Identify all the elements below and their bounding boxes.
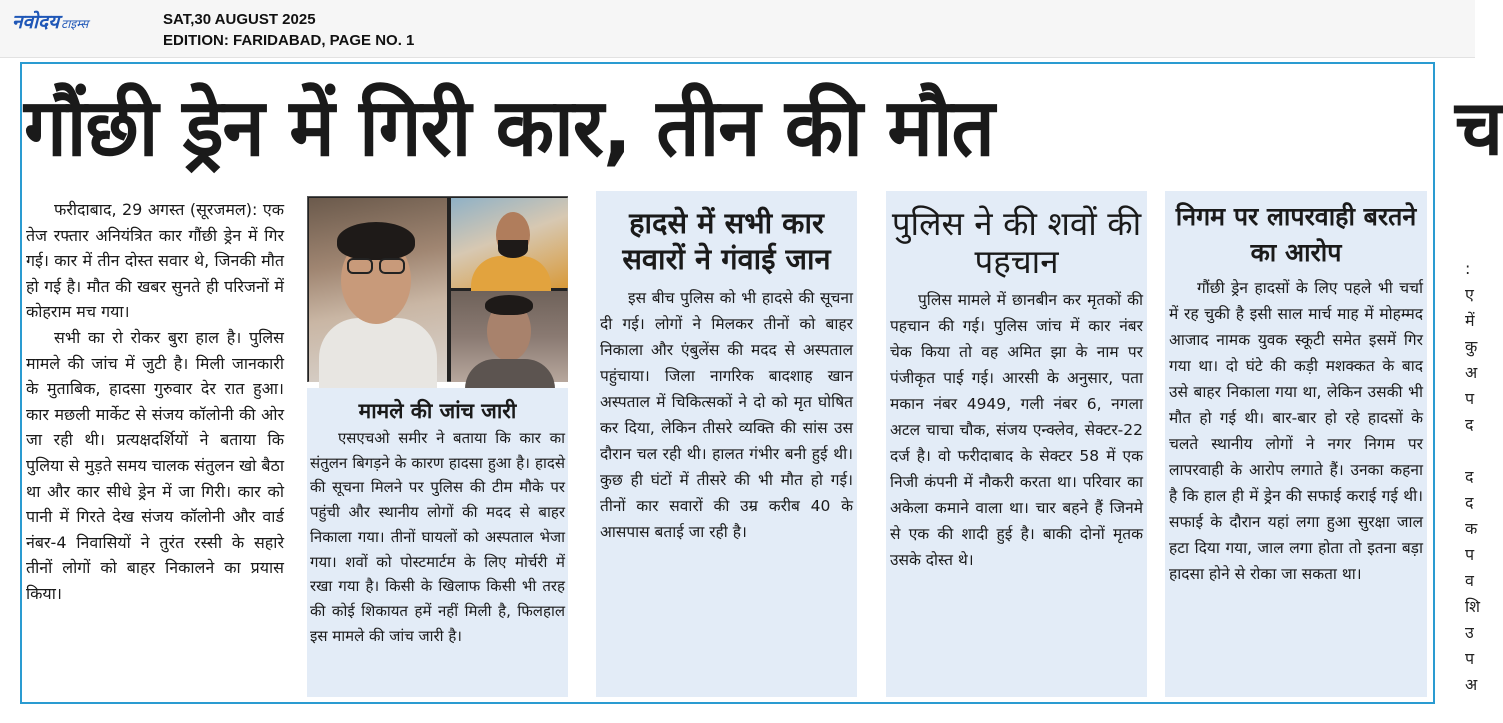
- photo-glasses-shape: [347, 258, 373, 274]
- newspaper-logo[interactable]: [12, 8, 88, 34]
- photo-beard-shape: [498, 240, 528, 258]
- section-all-died-body: [596, 277, 857, 545]
- epaper-header: [0, 0, 1475, 58]
- article-headline: गौंछी ड्रेन में गिरी कार, तीन की मौत: [24, 80, 994, 175]
- edition-info: [163, 9, 414, 51]
- victim-photo-2: [451, 198, 568, 288]
- section-negligence-body: [1165, 271, 1427, 587]
- photo-glasses-shape: [379, 258, 405, 274]
- edition-name-page: EDITION: FARIDABAD, PAGE NO. 1: [163, 32, 415, 49]
- section-negligence-title: निगम पर लापरवाही बरतने का आरोप: [1175, 202, 1417, 267]
- victim-photo-3: [451, 291, 568, 382]
- photo-shirt-shape: [465, 359, 555, 389]
- victims-photo-collage: [307, 196, 568, 382]
- photo-hair-shape: [485, 295, 533, 315]
- section-investigation-text: एसएचओ समीर ने बताया कि कार का संतुलन बिगड़ने के कारण हादसा हुआ है। हादसे की सूचना मिलने पर पुलिस की टीम मौके पर पहुंची और स्थानीय लोगों की मदद से बाहर निकाला गया। तीनों घायलों को अस्पताल भेजा गया। शवों को पोस्टमार्टम के लिए मोर्चरी में रखा गया है। किसी के खिलाफ किसी भी तरह की कोई शिकायत हमें नहीं मिली है, फिलहाल इस मामले की जांच जारी है।: [310, 429, 565, 645]
- adjacent-text-fragment: : ए में कु अ प द द द क प व शि उ प अ: [1465, 259, 1481, 694]
- lead-column: [26, 197, 284, 697]
- section-investigation: [307, 388, 568, 697]
- victim-photo-1: [309, 198, 447, 382]
- edition-date: SAT,30 AUGUST 2025: [163, 11, 316, 28]
- lead-paragraph-1: फरीदाबाद, 29 अगस्त (सूरजमल): एक तेज रफ्तार अनियंत्रित कार गौंछी ड्रेन में गिर गई। कार में तीन दोस्त सवार थे, जिनकी मौत हो गई है। मौत की खबर सुनते ही परिजनों में कोहराम मच गया।: [26, 200, 284, 322]
- lead-paragraph-2: सभी का रो रोकर बुरा हाल है। पुलिस मामले की जांच में जुटी है। मिली जानकारी के मुताबिक, हादसा गुरुवार देर रात हुआ। कार मछली मार्केट से संजय कॉलोनी की ओर जा रही थी। प्रत्यक्षदर्शियों ने बताया कि पुलिया से मुड़ते समय चालक संतुलन खो बैठा था और कार सीधे ड्रेन में जा गिरी। कार को पानी में गिरते देख संजय कॉलोनी और वार्ड नंबर-4 निवासियों ने तुरंत रस्सी के सहारे तीनों लोगों को बाहर निकालने का प्रयास किया।: [26, 327, 284, 603]
- section-identification-text: पुलिस मामले में छानबीन कर मृतकों की पहचान की गई। पुलिस जांच में कार नंबर चेक किया तो वह अमित झा के नाम पर पंजीकृत पाई गई। आरसी के अनुसार, पता मकान नंबर 4949, गली नंबर 6, नगला अटल चाचा चौक, संजय एन्क्लेव, सेक्टर-22 दर्ज है। वो फरीदाबाद के सेक्टर 58 में एक निजी कंपनी में नौकरी करता था। परिवार का अकेला कमाने वाला था। चार बहने हैं जिनमे से एक की शादी हुई है। बाकी दोनों मृतक उसके दोस्त थे।: [890, 291, 1143, 569]
- logo-main-text: नवोदय: [12, 11, 60, 33]
- adjacent-headline-fragment: च: [1455, 83, 1503, 172]
- section-investigation-title: मामले की जांच जारी: [358, 399, 517, 423]
- photo-shirt-shape: [319, 318, 437, 388]
- photo-hair-shape: [337, 222, 415, 260]
- section-all-died-text: इस बीच पुलिस को भी हादसे की सूचना दी गई। लोगों ने मिलकर तीनों को बाहर निकाला और एंबुलेंस की मदद से अस्पताल पहुंचाया। जिला नागरिक बादशाह खान अस्पताल में चिकित्सकों ने दो को मृत घोषित कर दिया, लेकिन तीसरे व्यक्ति की सांस उस दौरान चल रही थी। हालत गंभीर बनी हुई थी। कुछ ही घंटों में तीसरे की भी मौत हो गई। तीनों कार सवारों की उम्र करीब 40 के आसपास बताई जा रही है।: [600, 289, 853, 541]
- adjacent-article-fragment: [1437, 78, 1503, 694]
- section-negligence-text: गौंछी ड्रेन हादसों के लिए पहले भी चर्चा में रह चुकी है इसी साल मार्च माह में मोहम्मद आजाद नामक युवक स्कूटी समेत इसमें गिर गया था। दो घंटे की कड़ी मशक्कत के बाद उसे बाहर निकाला गया था, लेकिन उसकी भी मौत हो गई थी। बार-बार हो रहे हादसों के चलते स्थानीय लोगों ने नगर निगम पर लापरवाही के आरोप लगाते हैं। उनका कहना है कि हाल ही में ड्रेन की सफाई कराई गई थी। सफाई के दौरान यहां लगा हुआ सुरक्षा जाल हटा दिया गया, जाल लगा होता तो इतना बड़ा हादसा होने से रोका जा सकता था।: [1169, 279, 1423, 583]
- section-identification: [886, 191, 1147, 697]
- logo-sub-text: टाइम्स: [61, 17, 89, 31]
- section-identification-body: [886, 281, 1147, 573]
- section-identification-title: पुलिस ने की शवों की पहचान: [891, 204, 1142, 281]
- section-all-died: [596, 191, 857, 697]
- photo-shirt-shape: [471, 256, 551, 296]
- section-all-died-title: हादसे में सभी कार सवारों ने गंवाई जान: [622, 206, 831, 276]
- section-negligence: [1165, 191, 1427, 697]
- section-investigation-body: [307, 426, 568, 648]
